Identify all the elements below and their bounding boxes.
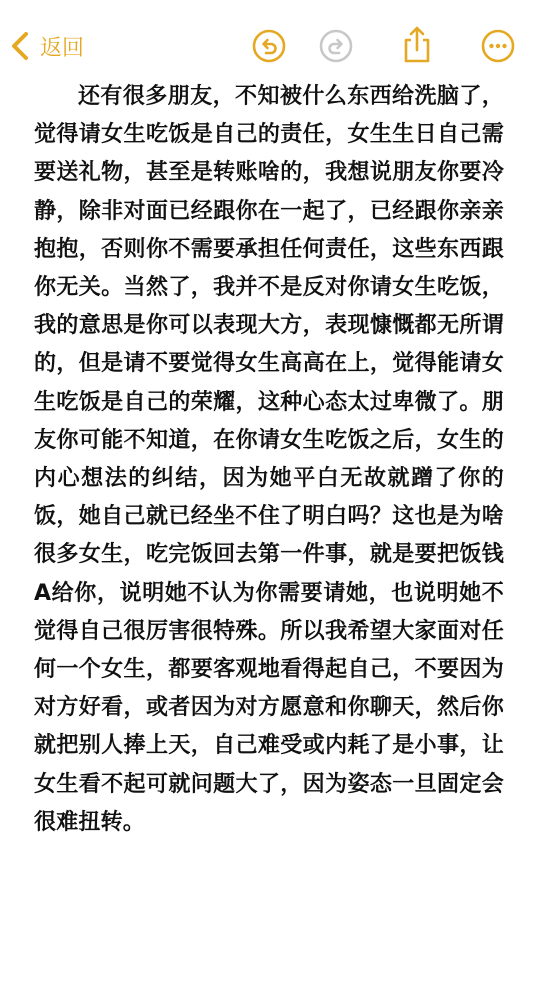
redo-button[interactable] — [318, 28, 354, 64]
share-button[interactable] — [399, 24, 435, 64]
undo-icon — [251, 28, 287, 64]
more-button[interactable] — [480, 28, 516, 64]
share-icon — [399, 24, 435, 64]
back-button[interactable] — [10, 28, 84, 64]
note-body-text[interactable]: 还有很多朋友，不知被什么东西给洗脑了，觉得请女生吃饭是自己的责任，女生生日自己需要送礼物，甚至是转账啥的，我想说朋友你要冷静，除非对面已经跟你在一起了，已经跟你亲亲抱抱，否则你不需要承担任何责任，这些东西跟你无关。当然了，我并不是反对你请女生吃饭，我的意思是你可以表现大方，表现慷慨都无所谓的，但是请不要觉得女生高高在上，觉得能请女生吃饭是自己的荣耀，这种心态太过卑微了。朋友你可能不知道，在你请女生吃饭之后，女生的内心想法的纠结，因为她平白无故就蹭了你的饭，她自己就已经坐不住了明白吗？这也是为啥很多女生，吃完饭回去第一件事，就是要把饭钱A给你，说明她不认为你需要请她，也说明她不觉得自己很厉害很特殊。所以我希望大家面对任何一个女生，都要客观地看得起自己，不要因为对方好看，或者因为对方愿意和你聊天，然后你就把别人捧上天，自己难受或内耗了是小事，让女生看不起可就问题大了，因为姿态一旦固定会很难扭转。 — [34, 84, 504, 835]
redo-icon — [318, 28, 354, 64]
more-icon — [480, 28, 516, 64]
undo-button[interactable] — [251, 28, 287, 64]
back-label: 返回 — [40, 35, 85, 61]
chevron-left-icon — [10, 31, 30, 61]
